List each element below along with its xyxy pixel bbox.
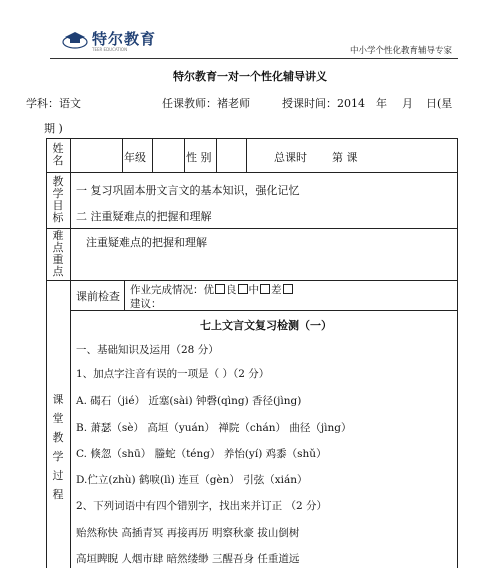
- exercise-line: 1、加点字注音有误的一项是（ ）（2 分）: [76, 368, 270, 380]
- exercise-line: A. 碣石（jié） 近塞(sài) 钟磬(qìng) 香径(jìng): [76, 395, 302, 407]
- grade-label: 年级: [124, 151, 146, 164]
- header-divider: [50, 58, 458, 59]
- checkbox-icon[interactable]: [215, 284, 225, 294]
- lesson-table: [46, 138, 458, 568]
- process-label: 课堂教学过程: [52, 393, 64, 501]
- homework-status: 作业完成情况：优 良 中 差: [130, 282, 294, 297]
- month-label: 月: [402, 97, 413, 110]
- difficulty-text: 注重疑难点的把握和理解: [86, 236, 207, 249]
- advice-label: 建议：: [130, 298, 162, 310]
- exercise-title: 七上文言文复习检测（一）: [200, 319, 332, 332]
- graduation-cap-icon: [62, 29, 88, 49]
- lesson-number-label: 第 课: [332, 151, 358, 164]
- logo-text: 特尔教育: [92, 30, 157, 48]
- weekday-label: 期 ): [44, 122, 63, 135]
- exercise-line: 一、基础知识及运用（28 分）: [76, 344, 219, 356]
- tagline: 中小学个性化教育辅导专家: [349, 46, 452, 56]
- checkbox-icon[interactable]: [283, 284, 293, 294]
- exercise-line: 高垣睥睨 人烟市肆 暗然缕缈 三醒吾身 任重道远: [76, 553, 300, 565]
- brand-logo: [62, 26, 172, 54]
- name-label: 姓名: [52, 142, 64, 167]
- lesson-time: 授课时间：2014: [282, 97, 365, 110]
- logo-subtext: TEER EDUCATION: [92, 47, 128, 52]
- gender-label: 性 别: [186, 151, 212, 164]
- goal-item: 一 复习巩固本册文言文的基本知识，强化记忆: [76, 184, 300, 197]
- year-label: 年: [376, 97, 387, 110]
- exercise-line: C. 倏忽（shū） 螣蛇（téng） 养怡(yí) 鸡黍（shǔ）: [76, 448, 327, 460]
- subject: 学科：语文: [26, 97, 81, 110]
- exercise-line: D.伫立(zhù) 鹤唳(lì) 连亘（gèn） 引弦（xián）: [76, 474, 308, 486]
- checkbox-icon[interactable]: [260, 284, 270, 294]
- exercise-line: B. 萧瑟（sè） 高垣（yuán） 禅院（chán） 曲径（jìng）: [76, 422, 352, 434]
- difficulty-label: 难点重点: [52, 229, 64, 278]
- exercise-line: 贻然称快 高插青冥 再接再历 明察秋豪 拔山倒树: [76, 527, 300, 539]
- goals-label: 教学目标: [52, 175, 64, 224]
- exercise-line: 2、下列词语中有四个错别字，找出来并订正 （2 分）: [76, 500, 328, 512]
- teacher: 任课教师：褚老师: [162, 97, 250, 110]
- pre-check-label: 课前检查: [76, 290, 120, 303]
- total-hours-label: 总课时: [274, 151, 307, 164]
- checkbox-icon[interactable]: [238, 284, 248, 294]
- page-title: 特尔教育一对一个性化辅导讲义: [173, 70, 327, 83]
- day-label: 日(星: [426, 97, 453, 110]
- goal-item: 二 注重疑难点的把握和理解: [76, 210, 212, 223]
